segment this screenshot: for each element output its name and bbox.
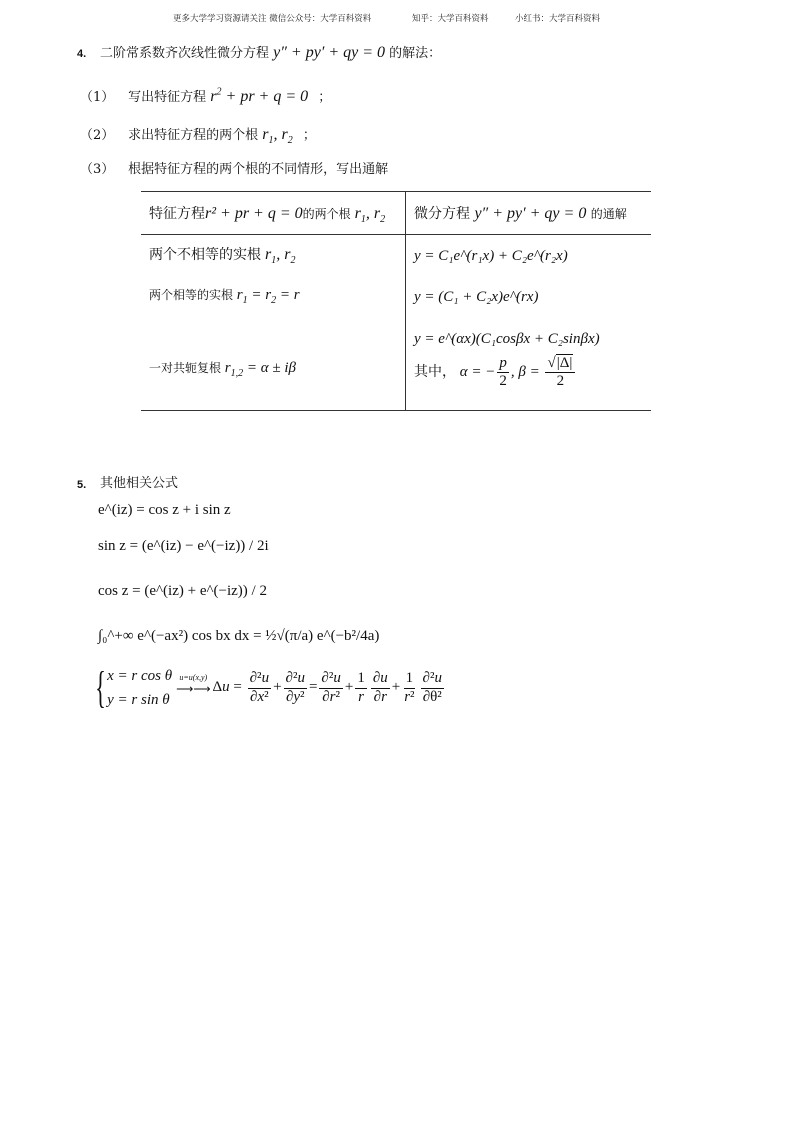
formula-euler: e^(iz) = cos z + i sin z bbox=[98, 502, 231, 518]
ode-equation: y″ + py′ + qy = 0 bbox=[273, 44, 386, 61]
step-text: 根据特征方程的两个根的不同情形，写出通解 bbox=[128, 162, 389, 177]
row1-right bbox=[406, 235, 652, 287]
header-right: 微分方程 y″ + py′ + qy = 0 的通解 bbox=[406, 192, 652, 235]
step-number: （3） bbox=[80, 162, 115, 177]
row2-left: 两个相等的实根 $r_1 = r_2 = r$ bbox=[141, 286, 406, 326]
table-row bbox=[141, 235, 651, 287]
section-4-title bbox=[100, 44, 441, 63]
arrow-label: u=u(x,y) bbox=[179, 673, 208, 682]
solution-table bbox=[141, 191, 651, 411]
header-left: 特征方程r² + pr + q = 0的两个根 $r_1$, $r_2$ bbox=[141, 192, 406, 235]
step-number: （1） bbox=[80, 90, 115, 105]
row3-solution: y = e^(αx)(C₁cosβx + C₂sinβx) bbox=[414, 331, 600, 347]
formula-laplacian-polar: { x = r cos θ y = r sin θ u=u(x,y) ⟶⟶ Δu = $\frac{\text{∂²u}}{\text{∂x²}}$ + $\frac{\text{∂²u}}{\text{∂y²}}$ = $\frac{\text{∂²u}}{\text{∂r²}}$ + $\frac{1}{r}$ $\frac{\partial u}{\partial r}$ + $\frac{1}{\text{r²}}$ $\frac{\text{∂²u}}{\text{∂θ²}}$ bbox=[95, 663, 442, 712]
step-text: 求出特征方程的两个根 bbox=[128, 128, 259, 143]
title-text: 二阶常系数齐次线性微分方程 bbox=[100, 46, 270, 61]
roots: $r_1$, $r_2$ bbox=[262, 126, 293, 147]
row1-left: 两个不相等的实根 $r_1$, $r_2$ bbox=[141, 235, 406, 287]
step-punct: ； bbox=[302, 128, 316, 143]
row1-solution: y = C₁e^(r₁x) + C₂e^(r₂x) bbox=[414, 248, 568, 264]
header-wechat: 更多大学学习资源请关注 微信公众号：大学百科资料 bbox=[173, 14, 372, 24]
table-row bbox=[141, 326, 651, 411]
step-number: （2） bbox=[80, 128, 115, 143]
table-header-row bbox=[141, 192, 651, 235]
brace: { bbox=[95, 663, 106, 712]
section-5-title: 其他相关公式 bbox=[100, 476, 179, 491]
formula-integral: ∫₀^+∞ e^(−ax²) cos bx dx = ½√(π/a) e^(−b²/4a) bbox=[98, 628, 380, 644]
row2-right bbox=[406, 286, 652, 326]
step-3 bbox=[80, 161, 388, 179]
header-zhihu: 知乎：大学百科资料 bbox=[412, 14, 489, 24]
section-5-number: 5. bbox=[77, 479, 87, 491]
step-text: 写出特征方程 bbox=[128, 90, 207, 105]
section-4-number: 4. bbox=[77, 48, 87, 60]
arrow-icon: ⟶⟶ bbox=[176, 682, 211, 696]
step-2 bbox=[80, 126, 316, 145]
step-punct: ； bbox=[318, 90, 332, 105]
formula-cos: cos z = (e^(iz) + e^(−iz)) / 2 bbox=[98, 583, 267, 599]
formula-sin: sin z = (e^(iz) − e^(−iz)) / 2i bbox=[98, 538, 269, 554]
row2-solution: y = (C₁ + C₂x)e^(rx) bbox=[414, 289, 539, 305]
header-xiaohongshu: 小红书：大学百科资料 bbox=[515, 14, 601, 24]
table-row bbox=[141, 286, 651, 326]
title-suffix: 的解法： bbox=[389, 46, 442, 61]
char-equation: $r^2$ + pr + q = 0 bbox=[210, 86, 309, 105]
where-label: 其中， bbox=[414, 364, 456, 381]
row3-left: 一对共轭复根 $r_{1,2} = \alpha \pm i\beta$ bbox=[141, 326, 406, 411]
step-1 bbox=[80, 88, 331, 107]
row3-right: y = e^(αx)(C₁cosβx + C₂sinβx) 其中， α = − $\frac{p}{2}$ , β = $\frac{√|\Delta|}{2}$ bbox=[414, 331, 600, 390]
